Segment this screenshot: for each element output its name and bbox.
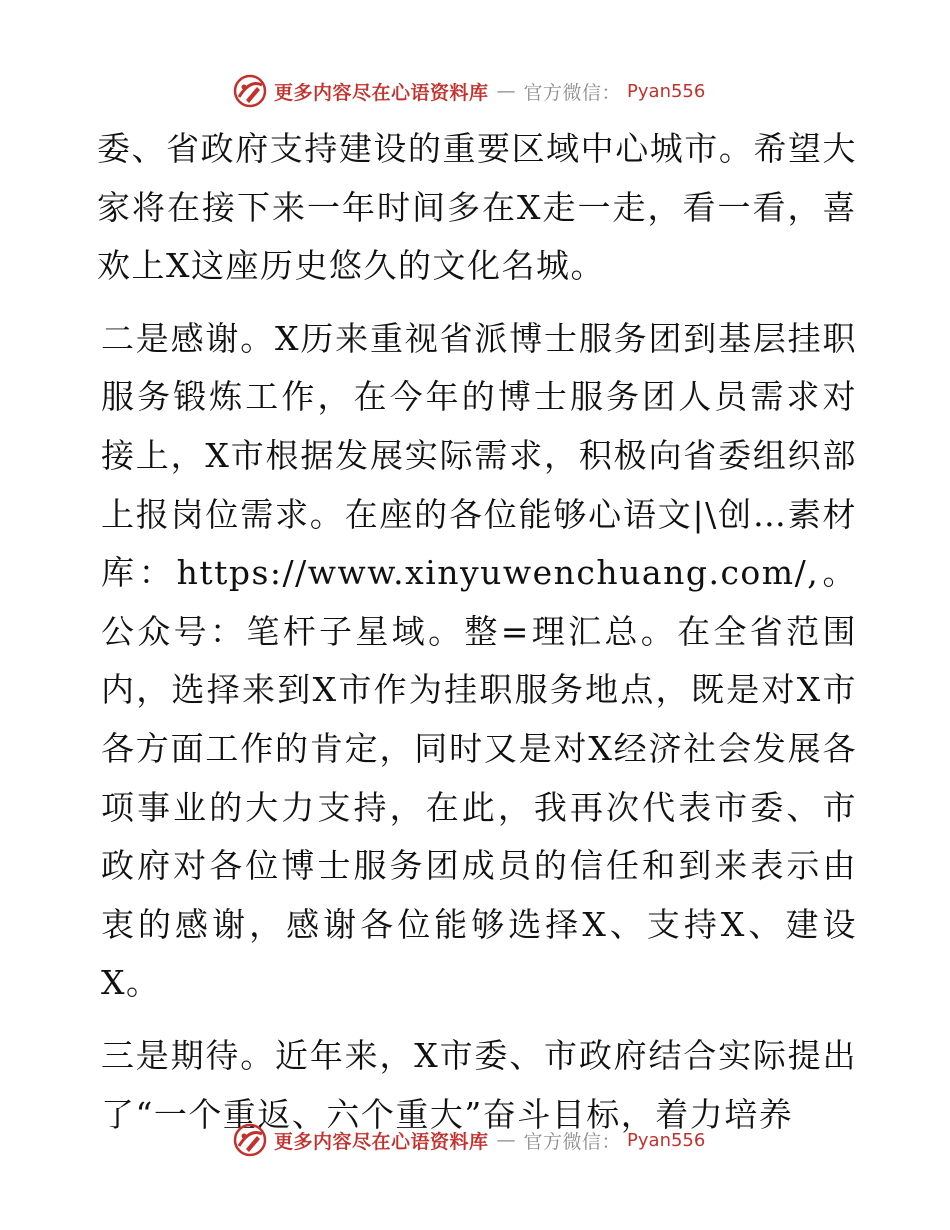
watermark-sub-text: 官方微信： <box>523 81 622 104</box>
paragraph-2: 二是感谢。X历来重视省派博士服务团到基层挂职服务锻炼工作，在今年的博士服务团人员需求对接上，X市根据发展实际需求，积极向省委组织部上报岗位需求。在座的各位能够心语文|\创…素材库：https://www.xinyuwenchuang.com/,。公众号：笔杆子星域。整=理汇总。在全省范围内，选择来到X市作为挂职服务地点，既是对X市各方面工作的肯定，同时又是对X经济社会发展各项事业的大力支持，在此，我再次代表市委、市政府对各位博士服务团成员的信任和到来表示由衷的感谢，感谢各位能够选择X、支持X、建设X。 <box>101 318 857 1003</box>
watermark-main-text: 更多内容尽在心语资料库 <box>274 1130 489 1153</box>
brand-logo-icon <box>232 73 268 109</box>
watermark-header <box>232 71 732 111</box>
watermark-dash: — <box>496 80 516 102</box>
watermark-dash: — <box>496 1129 516 1151</box>
paragraph-1: 委、省政府支持建设的重要区域中心城市。希望大家将在接下来一年时间多在X走一走，看一看，喜欢上X这座历史悠久的文化名城。 <box>97 129 857 286</box>
watermark-main-text: 更多内容尽在心语资料库 <box>274 81 489 104</box>
brand-logo-icon <box>232 1122 268 1158</box>
watermark-sub-text: 官方微信： <box>523 1130 622 1153</box>
watermark-wechat-id: Pyan556 <box>627 80 706 102</box>
paragraph-3: 三是期待。近年来，X市委、市政府结合实际提出了“一个重返、六个重大”奋斗目标，着力培养 <box>101 1035 857 1134</box>
document-body <box>97 120 857 1144</box>
watermark-footer <box>232 1120 732 1160</box>
watermark-wechat-id: Pyan556 <box>627 1129 706 1151</box>
